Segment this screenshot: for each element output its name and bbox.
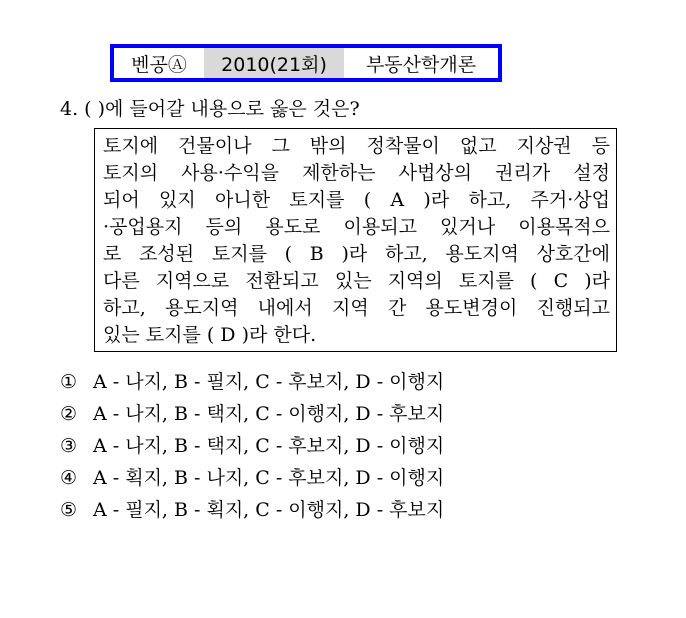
- passage-line: ·공업용지 등의 용도로 이용되고 있거나 이용목적으: [103, 216, 610, 238]
- choice-number: ②: [60, 403, 78, 425]
- choice-5[interactable]: [60, 496, 444, 528]
- passage-line: 있는 토지를 ( D )라 한다.: [103, 324, 317, 346]
- choice-number: ①: [60, 371, 78, 393]
- choice-text: A - 나지, B - 택지, C - 후보지, D - 이행지: [93, 435, 445, 457]
- choice-text: A - 나지, B - 필지, C - 후보지, D - 이행지: [93, 371, 445, 393]
- choice-number: ③: [60, 435, 78, 457]
- choice-text: A - 획지, B - 나지, C - 후보지, D - 이행지: [93, 467, 445, 489]
- choice-3[interactable]: [60, 432, 444, 464]
- subject-title: 부동산학개론: [344, 48, 498, 78]
- choice-number: ④: [60, 467, 78, 489]
- choice-2[interactable]: [60, 400, 444, 432]
- exam-round: 2010(21회): [204, 48, 344, 78]
- question-stem: 4. ( )에 들어갈 내용으로 옳은 것은?: [60, 98, 360, 120]
- subject-tag: 벤공Ⓐ: [114, 48, 204, 78]
- passage-line: 로 조성된 토지를 ( B )라 하고, 용도지역 상호간에: [103, 243, 610, 265]
- answer-choices: [60, 368, 444, 528]
- passage-line: 토지의 사용·수익을 제한하는 사법상의 권리가 설정: [103, 162, 610, 184]
- exam-header: [110, 44, 502, 82]
- passage-line: 하고, 용도지역 내에서 지역 간 용도변경이 진행되고: [103, 297, 610, 319]
- passage-line: 되어 있지 아니한 토지를 ( A )라 하고, 주거·상업: [103, 189, 610, 211]
- passage-line: 토지에 건물이나 그 밖의 정착물이 없고 지상권 등: [103, 135, 610, 157]
- choice-text: A - 필지, B - 획지, C - 이행지, D - 후보지: [93, 499, 445, 521]
- choice-1[interactable]: [60, 368, 444, 400]
- choice-number: ⑤: [60, 499, 78, 521]
- choice-text: A - 나지, B - 택지, C - 이행지, D - 후보지: [93, 403, 445, 425]
- choice-4[interactable]: [60, 464, 444, 496]
- passage-line: 다른 지역으로 전환되고 있는 지역의 토지를 ( C )라: [103, 270, 610, 292]
- passage-box: [94, 128, 617, 352]
